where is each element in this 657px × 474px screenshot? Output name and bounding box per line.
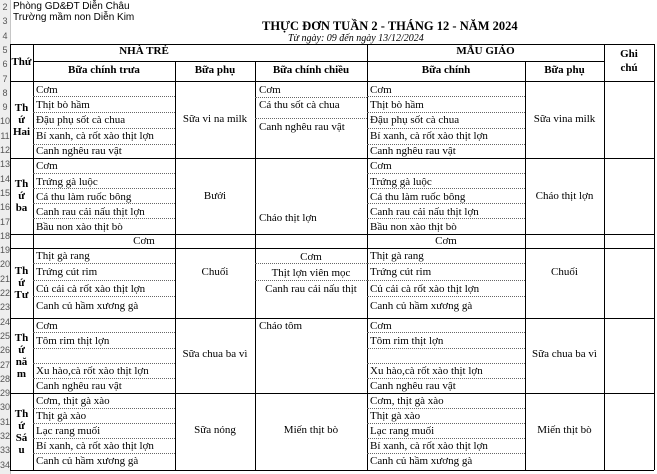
nt-trua-item: Bí xanh, cà rốt xào thịt lợn [36,130,154,142]
grid-line [10,81,654,82]
mg-phu-tu: Chuối [551,266,578,278]
nt-trua-item: Thịt gà rang [36,250,90,262]
day-label-line: ứ [18,190,25,202]
mg-chinh-item: Bí xanh, cà rốt xào thịt lợn [370,130,488,142]
row-number: 32 [0,431,11,441]
row-number: 18 [0,230,11,241]
day-label-line: Tư [14,289,29,301]
row-number: 25 [0,330,11,341]
grid-line [33,280,175,281]
nt-com-tu: Cơm [133,235,155,247]
nt-trua-item: Trứng cút rim [36,266,98,278]
header-mg-chinh: Bữa chính [421,64,471,76]
day-label-line: Th [14,407,29,420]
nt-chieu-item: Canh rau cải nấu thịt [265,283,357,295]
nt-trua-item: Tôm rim thịt lợn [36,335,110,347]
grid-line [33,44,34,470]
row-number: 11 [0,130,10,141]
nt-trua-item: Canh củ hầm xương gà [36,300,139,312]
grid-line [255,280,367,281]
day-label-ba [10,178,33,214]
nt-phu-ba: Bưởi [203,190,227,202]
nt-trua-item: Thịt gà xào [36,410,87,422]
day-label-line: u [18,443,25,456]
header-nt-phu: Bữa phụ [194,64,236,76]
mg-chinh-item: Cơm [370,160,392,172]
nt-trua-item: Thịt bò hầm [36,99,90,111]
row-number: 33 [0,445,11,456]
mg-chinh-item: Tôm rim thịt lợn [370,335,444,347]
day-label-line: ứ [18,277,25,289]
mg-chinh-item: Thịt gà xào [370,410,421,422]
nt-trua-item: Cơm [36,320,58,332]
day-label-line: Th [14,331,29,344]
grid-line [33,263,175,264]
mg-chinh-item: Canh nghêu rau vật [370,145,456,157]
nt-trua-item: Cá thu làm ruốc bông [36,191,132,203]
nt-chieu-sau: Miến thịt bò [283,424,339,436]
row-number: 29 [0,388,11,399]
header-nt-trua: Bữa chính trưa [68,64,140,76]
mg-chinh-item: Canh rau cải nấu thịt lợn [370,206,479,218]
header-nt-chieu: Bữa chính chiều [272,64,350,76]
row-number: 22 [0,288,11,298]
nt-chieu-item: Canh nghêu rau vật [259,121,345,133]
nt-trua-item: Cơm, thịt gà xào [36,395,110,407]
row-number: 16 [0,202,11,213]
row-number: 26 [0,345,11,356]
nt-trua-item: Cơm [36,84,58,96]
header-mau-giao: MẪU GIÁO [456,45,515,57]
nt-trua-item: Canh rau cải nấu thịt lợn [36,206,145,218]
row-number: 10 [0,116,11,127]
grid-line [10,470,654,471]
grid-line [367,296,525,297]
grid-line [367,44,368,470]
mg-chinh-item: Cơm [370,320,392,332]
row-number: 34 [0,459,11,470]
row-number: 2 [2,2,8,12]
day-label-line: m [16,367,27,380]
grid-line [33,173,175,174]
row-number: 13 [0,159,11,170]
day-label-line: ứ [18,113,25,126]
day-label-line: Th [14,265,29,277]
row-number: 12 [0,145,11,155]
row-number: 21 [0,273,11,284]
nt-chieu-nam: Cháo tôm [259,320,303,332]
grid-line [33,61,604,62]
nt-chieu-item: Cá thu sốt cà chua [259,99,340,111]
header-thu: Thứ [11,56,32,68]
mg-chinh-item: Củ cải cà rốt xào thịt lợn [370,283,480,295]
day-label-line: Hai [12,125,31,138]
grid-line [10,248,654,249]
row-number: 6 [2,59,8,70]
mg-phu-ba: Cháo thịt lợn [535,190,594,202]
nt-trua-item: Xu hào,cà rốt xào thịt lợn [36,365,149,377]
day-label-line: Th [14,178,29,190]
row-number: 27 [0,359,11,370]
grid-line [604,44,605,470]
grid-line [33,296,175,297]
row-number: 17 [0,216,11,227]
row-number: 20 [0,259,11,270]
day-label-hai [10,102,33,138]
row-number: 15 [0,187,11,198]
mg-chinh-item: Cơm [370,84,392,96]
row-number: 5 [2,44,8,55]
nt-trua-item: Canh củ hầm xương gà [36,455,139,467]
grid-line [10,318,654,319]
mg-chinh-item: Canh củ hầm xương gà [370,455,473,467]
mg-phu-hai: Sữa vina milk [533,113,596,125]
header-ghi-chu-1 [604,47,654,75]
row-number: 24 [0,316,11,327]
mg-chinh-item: Canh nghêu rau vật [370,380,456,392]
day-label-sau [10,408,33,456]
nt-phu-tu: Chuối [201,266,229,278]
day-label-nam [10,332,33,380]
mg-chinh-item: Thịt gà rang [370,250,424,262]
day-label-line: ứ [18,343,25,356]
nt-chieu-item: Thịt lợn viên mọc [271,267,351,279]
row-number: 23 [0,302,11,313]
nt-trua-item: Đậu phụ sốt cà chua [36,114,126,126]
row-number: 30 [0,402,11,413]
menu-title: THỰC ĐƠN TUẦN 2 - THÁNG 12 - NĂM 2024 [262,19,518,33]
header-nha-tre: NHÀ TRẺ [119,45,169,57]
department-name: Phòng GD&ĐT Diễn Châu [13,1,130,12]
nt-trua-item: Trứng gà luộc [36,176,98,188]
row-number: 7 [2,73,8,84]
mg-chinh-item: Lạc rang muối [370,425,435,437]
row-number: 8 [2,87,8,98]
day-label-line: ba [15,202,28,214]
nt-trua-item: Củ cải cà rốt xào thịt lợn [36,283,146,295]
day-label-line: ứ [18,419,25,432]
day-label-line: Sá [15,431,28,444]
row-number: 3 [2,16,8,27]
mg-chinh-item: Canh củ hầm xương gà [370,300,473,312]
day-label-line: nă [15,355,28,368]
nt-phu-nam: Sữa chua ba vì [182,348,248,360]
grid-line [255,118,367,119]
row-number: 9 [2,102,8,113]
nt-chieu-item: Cơm [259,84,281,96]
mg-chinh-item: Trứng gà luộc [370,176,432,188]
nt-phu-sau: Sữa nóng [194,424,236,436]
row-number: 4 [2,30,8,41]
grid-line [10,158,654,159]
nt-trua-item: Bầu non xào thịt bò [36,221,123,233]
mg-com-tu: Cơm [435,235,457,247]
mg-chinh-item: Bí xanh, cà rốt xào thịt lợn [370,440,488,452]
header-ghi-chu-line: chú [620,62,638,74]
grid-line [33,348,175,349]
nt-trua-item: Canh nghêu rau vật [36,380,122,392]
nt-trua-item: Cơm [36,160,58,172]
mg-phu-nam: Sữa chua ba vì [532,348,597,360]
mg-chinh-item: Bầu non xào thịt bò [370,221,457,233]
mg-chinh-item: Trứng cút rim [370,266,432,278]
day-label-tu [10,265,33,301]
day-label-line: Th [14,101,29,114]
grid-line [367,173,525,174]
row-number: 28 [0,373,11,384]
row-number: 14 [0,173,11,184]
grid-line [654,44,655,470]
nt-trua-item: Bí xanh, cà rốt xào thịt lợn [36,440,154,452]
row-number: 31 [0,416,11,427]
grid-line [367,263,525,264]
nt-chieu-item: Cơm [300,251,322,263]
mg-chinh-item: Xu hào,cà rốt xào thịt lợn [370,365,483,377]
menu-dates: Từ ngày: 09 đến ngày 13/12/2024 [288,33,424,44]
mg-chinh-item: Đậu phụ sốt cà chua [370,114,460,126]
nt-trua-item: Lạc rang muối [36,425,101,437]
nt-phu-hai: Sữa vi na milk [182,113,248,125]
mg-chinh-item: Cá thu làm ruốc bông [370,191,466,203]
mg-chinh-item: Cơm, thịt gà xào [370,395,444,407]
mg-phu-sau: Miến thịt bò [537,424,592,436]
school-name: Trường mầm non Diễn Kim [13,12,135,23]
nt-trua-item: Canh nghêu rau vật [36,145,122,157]
header-mg-phu: Bữa phụ [544,64,585,76]
grid-line [367,280,525,281]
nt-chieu-ba: Cháo thịt lợn [259,212,317,224]
header-ghi-chu-line: Ghi [620,48,638,60]
row-number: 19 [0,245,11,256]
grid-line [367,348,525,349]
mg-chinh-item: Thịt bò hầm [370,99,424,111]
